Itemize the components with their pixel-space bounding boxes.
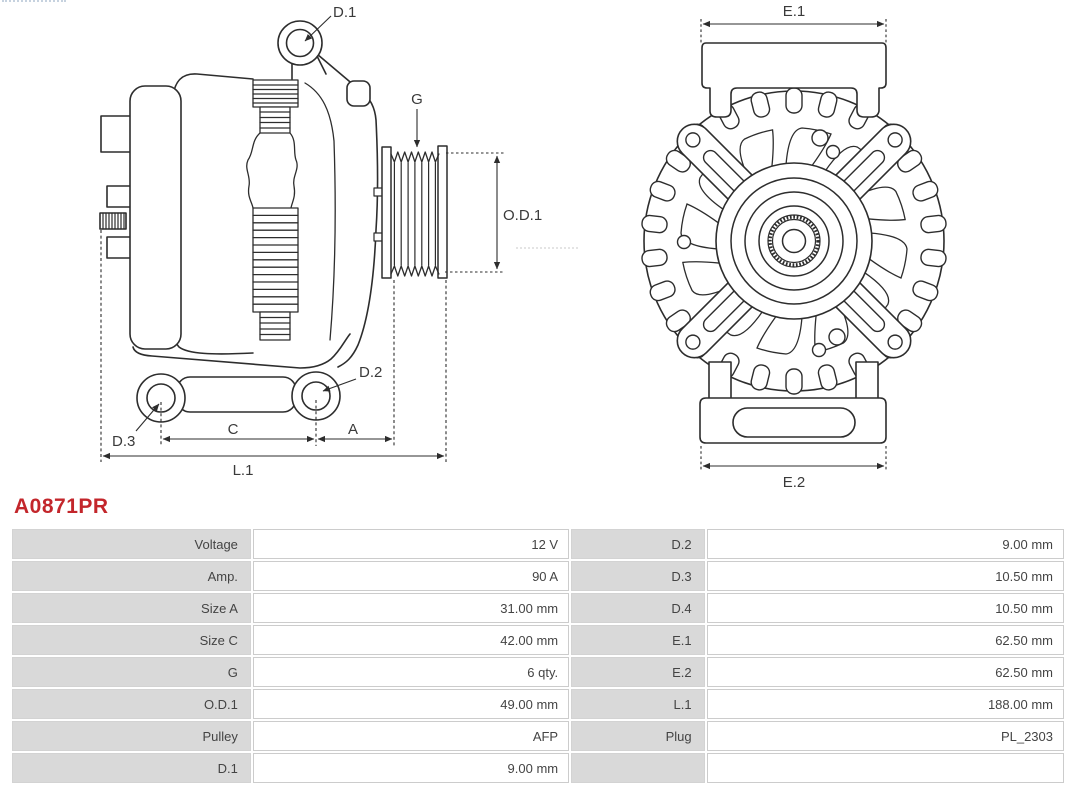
spec-value: 6 qty. — [253, 657, 569, 687]
knurled-boss — [100, 213, 126, 229]
dim-label-g: G — [411, 91, 423, 108]
spec-value: 9.00 mm — [253, 753, 569, 783]
stator-fins — [247, 80, 298, 340]
spec-label: Amp. — [12, 561, 251, 591]
spec-value: 10.50 mm — [707, 593, 1064, 623]
front-view-drawing — [641, 3, 947, 491]
spec-value: AFP — [253, 721, 569, 751]
table-row — [12, 625, 1064, 655]
spec-value: 90 A — [253, 561, 569, 591]
table-row — [12, 689, 1064, 719]
spec-value — [707, 753, 1064, 783]
spec-label: D.2 — [571, 529, 705, 559]
spec-label: Size A — [12, 593, 251, 623]
spec-label: Plug — [571, 721, 705, 751]
dim-label-d3: D.3 — [112, 433, 136, 450]
spec-label: D.4 — [571, 593, 705, 623]
spec-value: 62.50 mm — [707, 657, 1064, 687]
spec-label: O.D.1 — [12, 689, 251, 719]
spec-label: Size C — [12, 625, 251, 655]
spec-value: 9.00 mm — [707, 529, 1064, 559]
spec-value: 10.50 mm — [707, 561, 1064, 591]
table-row — [12, 657, 1064, 687]
dim-label-c: C — [227, 421, 239, 438]
front-pulley-hub — [716, 163, 872, 319]
spec-value: 42.00 mm — [253, 625, 569, 655]
spec-label: Voltage — [12, 529, 251, 559]
table-row — [12, 593, 1064, 623]
dim-label-a: A — [347, 421, 359, 438]
spec-label: L.1 — [571, 689, 705, 719]
spec-label: E.1 — [571, 625, 705, 655]
top-mount-ear — [278, 21, 326, 79]
spec-value: 12 V — [253, 529, 569, 559]
table-row — [12, 721, 1064, 751]
dim-label-d2: D.2 — [359, 364, 383, 381]
spec-label: E.2 — [571, 657, 705, 687]
dim-label-e1: E.1 — [782, 3, 806, 20]
dim-label-l1: L.1 — [232, 462, 254, 479]
dim-label-d1: D.1 — [333, 4, 357, 21]
pulley — [382, 146, 447, 278]
dim-label-e2: E.2 — [782, 474, 806, 491]
spec-label: Pulley — [12, 721, 251, 751]
dim-label-od1: O.D.1 — [503, 207, 543, 224]
spec-value: PL_2303 — [707, 721, 1064, 751]
part-number: A0871PR — [14, 495, 109, 518]
table-row — [12, 561, 1064, 591]
spec-value: 62.50 mm — [707, 625, 1064, 655]
table-row — [12, 753, 1064, 783]
spec-table — [10, 527, 1066, 785]
spec-label: D.1 — [12, 753, 251, 783]
spec-value: 49.00 mm — [253, 689, 569, 719]
spec-label: G — [12, 657, 251, 687]
spec-label — [571, 753, 705, 783]
table-row — [12, 529, 1064, 559]
side-view-drawing — [100, 21, 447, 422]
spec-label: D.3 — [571, 561, 705, 591]
spec-value: 31.00 mm — [253, 593, 569, 623]
spec-value: 188.00 mm — [707, 689, 1064, 719]
